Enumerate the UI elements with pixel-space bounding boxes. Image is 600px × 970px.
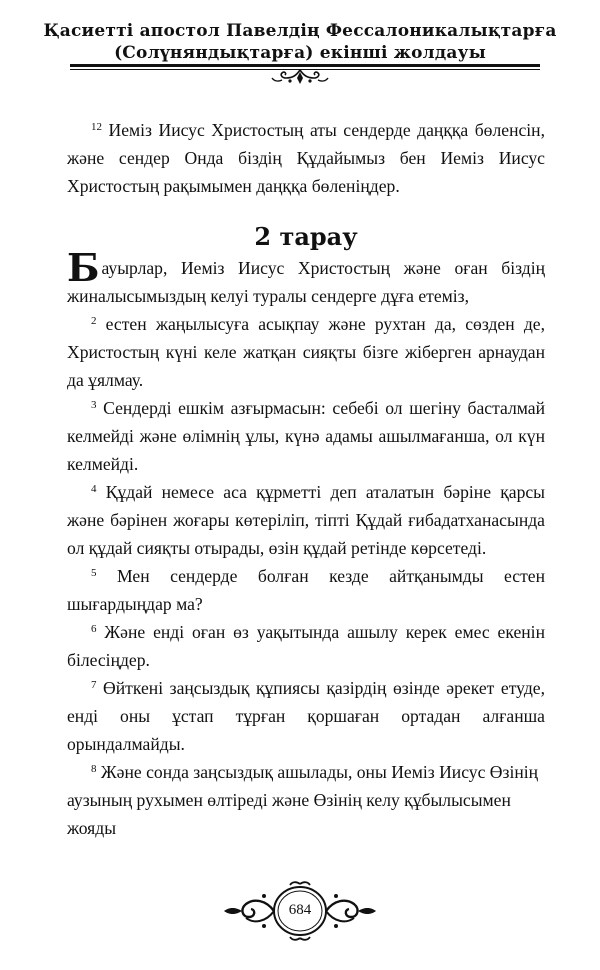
- verse-8: [67, 758, 545, 842]
- verse-number: 3: [91, 399, 97, 411]
- verse-3: [67, 394, 545, 478]
- verse-number: 4: [91, 483, 97, 495]
- verse-1: [67, 245, 545, 310]
- page-body: [67, 116, 545, 842]
- verse-4: [67, 478, 545, 562]
- drop-cap: Б: [67, 245, 100, 290]
- verse-text: Және сонда заңсыздық ашылады, оны Иеміз Иисус Өзінің аузының рухымен өлтіреді және Өзінің келу құбылысымен жояды: [67, 762, 539, 838]
- verse-number: 6: [91, 623, 97, 635]
- verse-12: [67, 116, 545, 200]
- header-rule-thick: [70, 64, 540, 67]
- verse-text: Өйткені заңсыздық құпиясы қазірдің өзінде әрекет етуде, енді оны ұстап тұрған қоршаған ортадан алғанша орындалмайды.: [67, 678, 545, 754]
- verse-7: [67, 674, 545, 758]
- header-title-line-2: (Солүняндықтарға) екінші жолдауы: [114, 43, 486, 63]
- verse-text: естен жаңылысуға асықпау және рухтан да, сөзден де, Христостың күні келе жатқан сияқты бізге жіберген арнаудан да ұялмау.: [67, 314, 545, 390]
- verse-5: [67, 562, 545, 618]
- verse-number: 2: [91, 315, 97, 327]
- verse-number: 12: [91, 121, 102, 133]
- verse-text: Және енді оған өз уақытында ашылу керек емес екенін білесіңдер.: [67, 622, 545, 670]
- page-number: 684: [288, 902, 312, 918]
- verse-number: 8: [91, 763, 97, 775]
- header-ornament-icon: [270, 68, 330, 86]
- verse-6: [67, 618, 545, 674]
- verse-text: ауырлар, Иеміз Иисус Христостың және оған біздің жиналысымыздың келуі туралы сендерге дұға етеміз,: [67, 258, 545, 306]
- verse-text: Құдай немесе аса құрметті деп аталатын бәріне қарсы және бәрінен жоғары көтеріліп, тіпті Құдай ғибадатханасында ол құдай сияқты отырады, өзін құдай ретінде көрсетеді.: [67, 482, 545, 558]
- verse-text: Сендерді ешкім азғырмасын: себебі ол шегіну басталмай келмейді және өлімнің ұлы, күнә адамы ашылмағанша, ол күн келмейді.: [67, 398, 545, 474]
- running-header: [0, 20, 600, 64]
- verse-number: 7: [91, 679, 97, 691]
- header-title-line-1: Қасиетті апостол Павелдің Фессалоникалықтарға: [43, 21, 557, 41]
- verse-2: [67, 310, 545, 394]
- chapter-heading: 2 тарау: [254, 222, 358, 251]
- verse-number: 5: [91, 567, 97, 579]
- verse-text: Мен сендерде болған кезде айтқанымды естен шығардыңдар ма?: [67, 566, 545, 614]
- verse-text: Иеміз Иисус Христостың аты сендерде даңққа бөленсін, және сендер Онда біздің Құдайымыз бен Иеміз Иисус Христостың рақымымен даңққа бөленіңдер.: [67, 120, 545, 196]
